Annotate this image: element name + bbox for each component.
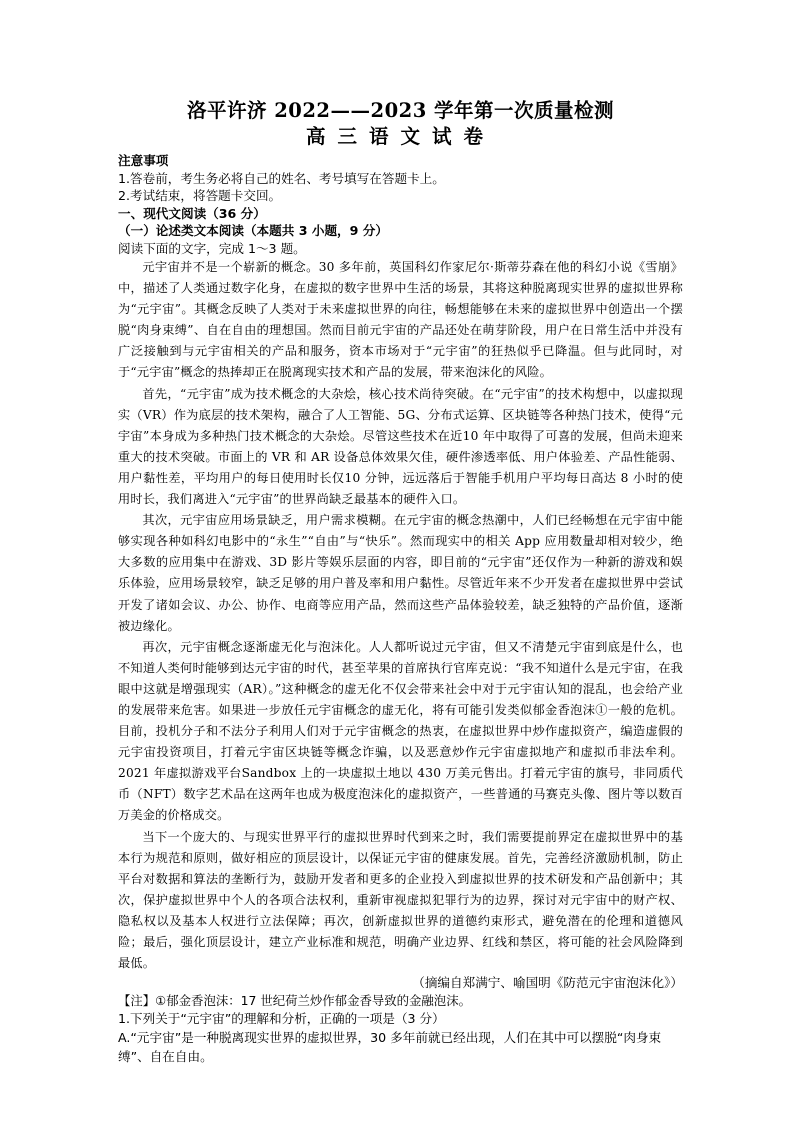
article-source: （摘编自郑满宁、喻国明《防范元宇宙泡沫化》）: [412, 975, 683, 991]
notice-item-2: 2.考试结束，将答题卡交回。: [118, 188, 282, 203]
article-footnote: 【注】①郁金香泡沫：17 世纪荷兰炒作郁金香导致的金融泡沫。: [118, 993, 471, 1009]
question-1-option-a: A.“元宇宙”是一种脱离现实世界的虚拟世界，30 多年前就已经出现，人们在其中可以摆脱“肉身束缚”、自在自由。: [118, 1030, 662, 1065]
article-paragraph-1: 元宇宙并不是一个崭新的概念。30 多年前，英国科幻作家尼尔·斯蒂芬森在他的科幻小说《雪崩》中，描述了人类通过数字化身，在虚拟的数字世界中生活的场景，其将这种脱离现实世界的虚拟世界称为“元宇宙”。其概念反映了人类对于未来虚拟世界的向往，畅想能够在未来的虚拟世界中创造出一个摆脱“肉身束缚”、自在自由的理想国。然而目前元宇宙的产品还处在萌芽阶段，用户在日常生活中并没有广泛接触到与元宇宙相关的产品和服务，资本市场对于“元宇宙”的狂热似乎已降温。但与此同时，对于“元宇宙”概念的热捧却正在脱离现实技术和产品的发展，带来泡沫化的风险。: [118, 260, 683, 380]
notice-heading: 注意事项: [118, 153, 169, 168]
article-paragraph-2: 首先，“元宇宙”成为技术概念的大杂烩，核心技术尚待突破。在“元宇宙”的技术构想中，以虚拟现实（VR）作为底层的技术架构，融合了人工智能、5G、分布式运算、区块链等各种热门技术，使得“元宇宙”本身成为多种热门技术概念的大杂烩。尽管这些技术在近10 年中取得了可喜的发展，但尚未迎来重大的技术突破。市面上的 VR 和 AR 设备总体效果欠佳，硬件渗透率低、用户体验差、产品性能弱、用户黏性差，平均用户的每日使用时长仅10 分钟，远远落后于智能手机用户平均每日高达 8 小时的使用时长，我们离进入“元宇宙”的世界尚缺乏最基本的硬件入口。: [118, 386, 683, 507]
subsection-heading: （一）论述类文本阅读（本题共 3 小题，9 分）: [118, 223, 388, 238]
notice-item-1: 1.答卷前，考生务必将自己的姓名、考号填写在答题卡上。: [118, 170, 445, 186]
article-paragraph-4: 再次，元宇宙概念逐渐虚无化与泡沫化。人人都听说过元宇宙，但又不清楚元宇宙到底是什么，也不知道人类何时能够到达元宇宙的时代，甚至苹果的首席执行官库克说：“我不知道什么是元宇宙，在我眼中这就是增强现实（AR）。”这种概念的虚无化不仅会带来社会中对于元宇宙认知的混乱，也会给产业的发展带来危害。如果进一步放任元宇宙概念的虚无化，将有可能引发类似郁金香泡沫①一般的危机。目前，投机分子和不法分子利用人们对于元宇宙概念的热衷，在虚拟世界中炒作虚拟资产，编造虚假的元宇宙投资项目，打着元宇宙区块链等概念诈骗，以及恶意炒作元宇宙虚拟地产和虚拟币非法牟利。2021 年虚拟游戏平台Sandbox 上的一块虚拟土地以 430 万美元售出。打着元宇宙的旗号，非同质代币（NFT）数字艺术品在这两年也成为极度泡沫化的虚拟资产，一些普通的马赛克头像、图片等以数百万美金的价格成交。: [118, 639, 683, 823]
exam-title: 洛平许济 2022——2023 学年第一次质量检测: [186, 99, 615, 122]
section-heading: 一、现代文阅读（36 分）: [118, 205, 266, 221]
question-1-stem: 1.下列关于“元宇宙”的理解和分析，正确的一项是（3 分）: [118, 1011, 445, 1027]
article-paragraph-5: 当下一个庞大的、与现实世界平行的虚拟世界时代到来之时，我们需要提前界定在虚拟世界中的基本行为规范和原则，做好相应的顶层设计，以保证元宇宙的健康发展。首先，完善经济激励机制，防止平台对数据和算法的垄断行为，鼓励开发者和更多的企业投入到虚拟世界的技术研发和产品创新中；其次，保护虚拟世界中个人的各项合法权利，重新审视虚拟犯罪行为的边界，探讨对元宇宙中的财产权、隐私权以及基本人权进行立法保障；再次，创新虚拟世界的道德约束形式，避免潜在的伦理和道德风险；最后，强化顶层设计，建立产业标准和规范，明确产业边界、红线和禁区，将可能的社会风险降到最低。: [118, 829, 683, 971]
exam-subtitle: 高三语文试卷: [305, 125, 495, 148]
exam-page: [118, 98, 683, 1066]
reading-instruction: 阅读下面的文字，完成 1～3 题。: [118, 240, 306, 256]
article-paragraph-3: 其次，元宇宙应用场景缺乏，用户需求模糊。在元宇宙的概念热潮中，人们已经畅想在元宇宙中能够实现各种如科幻电影中的“永生”“自由”与“快乐”。然而现实中的相关 App 应用数量却相对较少，绝大多数的应用集中在游戏、3D 影片等娱乐层面的内容，即目前的“元宇宙”还仅作为一种新的游戏和娱乐体验，应用场景较窄，缺乏足够的用户普及率和用户黏性。尽管近年来不少开发者在虚拟世界中尝试开发了诸如会议、办公、协作、电商等应用产品，然而这些产品体验较差，缺乏独特的产品价值，逐渐被边缘化。: [118, 513, 683, 633]
